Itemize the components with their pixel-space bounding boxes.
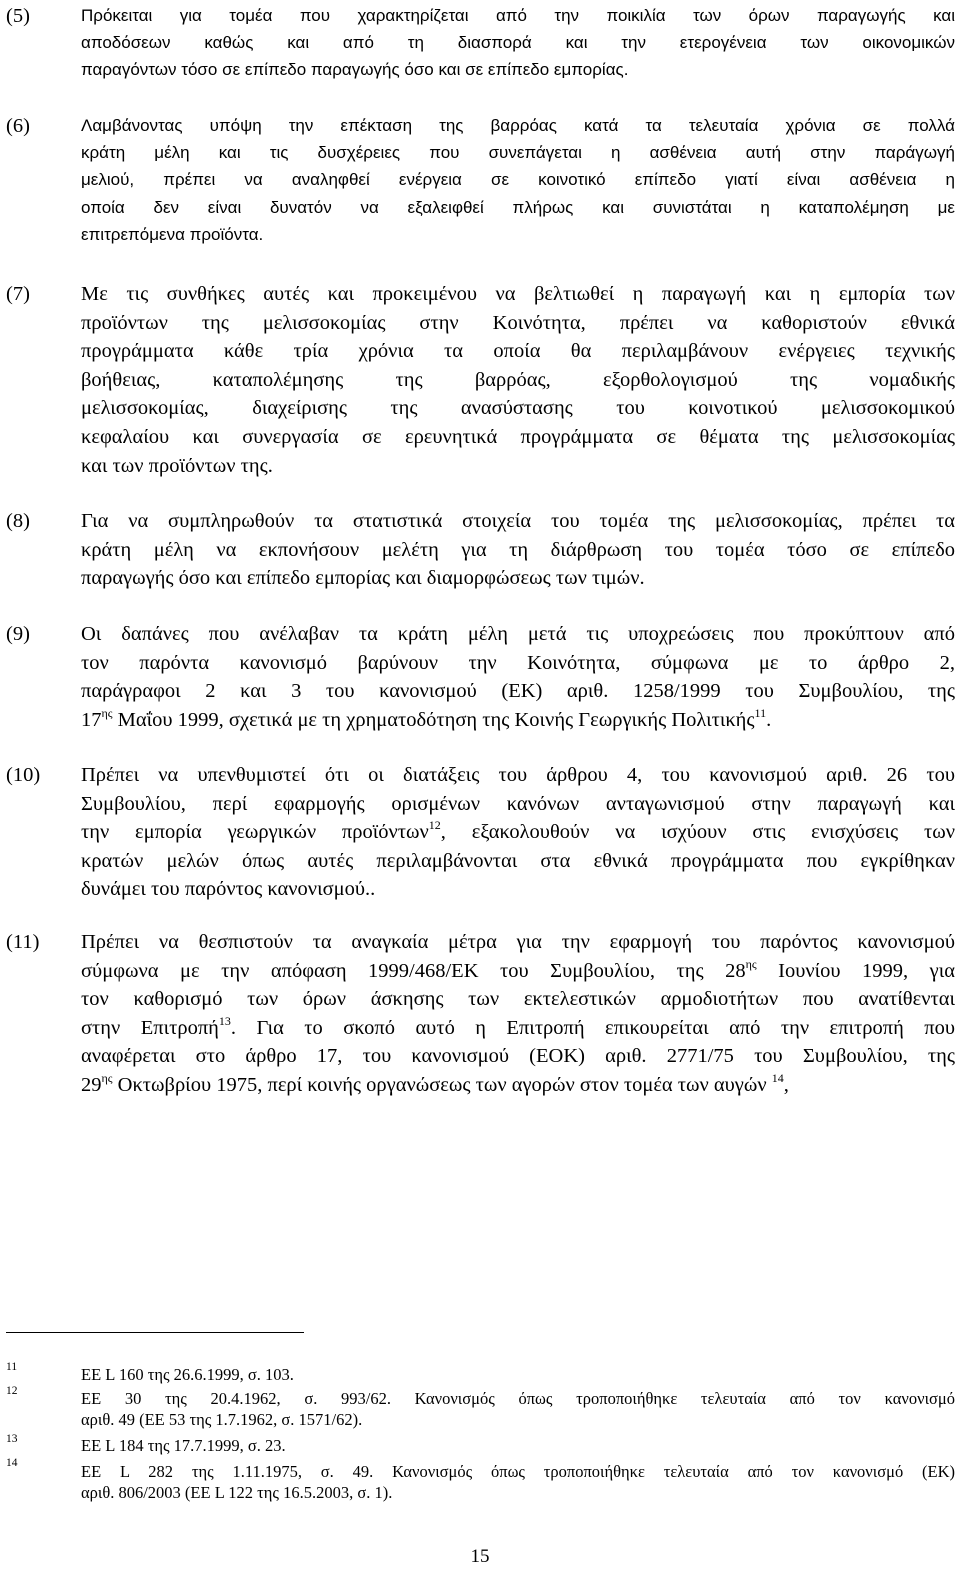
footnote-12: ΕΕ 30 της 20.4.1962, σ. 993/62. Κανονισμός όπως τροποποιήθηκε τελευταία από τον κανονισμό αριθ. 49 (ΕΕ 53 της 1.7.1962, σ. 1571/62). — [81, 1389, 955, 1429]
page-number: 15 — [470, 1546, 490, 1567]
recital-text: Οι δαπάνες που ανέλαβαν τα κράτη μέλη μετά τις υποχρεώσεις που προκύπτουν από τον παρόντα κανονισμό βαρύνουν την Κοινότητα, σύμφωνα με το άρθρο 2, παράγραφοι 2 και 3 του κανονισμού (ΕΚ) αριθ. 1258/1999 του Συμβουλίου, της $17^{\eta\varsigma}$ Μαΐου 1999, σχετικά με τη χρηματοδότηση της Κοινής Γεωργικής Πολιτικής$^{11}$. — [81, 623, 955, 731]
footnote-ref-13[interactable]: 13 — [218, 1013, 231, 1028]
superscript: ης — [101, 705, 113, 720]
footnote-ref-14[interactable]: 14 — [771, 1070, 784, 1085]
recital-number: (8) — [6, 510, 30, 532]
footnote-ref-12[interactable]: 12 — [428, 818, 441, 833]
footnote-number: 13 — [6, 1433, 18, 1445]
recital-number: (7) — [6, 283, 30, 305]
footnote-13: ΕΕ L 184 της 17.7.1999, σ. 23. — [81, 1436, 286, 1455]
footnote-separator — [6, 1332, 304, 1333]
footnote-number: 14 — [6, 1457, 18, 1469]
recital-number: (6) — [6, 115, 30, 137]
footnote-11: ΕΕ L 160 της 26.6.1999, σ. 103. — [81, 1365, 294, 1384]
recital-text: Πρέπει να θεσπιστούν τα αναγκαία μέτρα για την εφαρμογή του παρόντος κανονισμού σύμφωνα με την απόφαση 1999/468/ΕΚ του Συμβουλίου, της $28^{\eta\varsigma}$ Ιουνίου 1999, για τον καθορισμό των όρων άσκησης των εκτελεστικών αρμοδιοτήτων που ανατίθενται στην Επιτροπή$^{13}$. Για το σκοπό αυτό η Επιτροπή επικουρείται από την επιτροπή που αναφέρεται στο άρθρο 17, του κανονισμού (ΕΟΚ) αριθ. 2771/75 του Συμβουλίου, της $29^{\eta\varsigma}$ Οκτωβρίου 1975, περί κοινής οργανώσεως των αγορών στον τομέα των αυγών $^{14}$, — [81, 931, 955, 1096]
recital-number: (11) — [6, 931, 40, 953]
recital-text: Για να συμπληρωθούν τα στατιστικά στοιχεία του τομέα της μελισσοκομίας, πρέπει τα κράτη μέλη να εκπονήσουν μελέτη για τη διάρθρωση του τομέα τόσο σε επίπεδο παραγωγής όσο και επίπεδο εμπορίας και διαμορφώσεως των τιμών. — [81, 510, 955, 590]
footnote-14: ΕΕ L 282 της 1.11.1975, σ. 49. Κανονισμός όπως τροποποιήθηκε τελευταία από τον κανονισμό (ΕΚ) αριθ. 806/2003 (ΕΕ L 122 της 16.5.2003, σ. 1). — [81, 1462, 955, 1502]
superscript: ης — [101, 1070, 113, 1085]
recital-text: Πρόκειται για τομέα που χαρακτηρίζεται από την ποικιλία των όρων παραγωγής και αποδόσεων καθώς και από τη διασπορά και την ετερογένεια των οικονομικών παραγόντων τόσο σε επίπεδο παραγωγής όσο και σε επίπεδο εμπορίας. — [81, 6, 955, 80]
footnote-number: 12 — [6, 1385, 18, 1397]
recital-text: Πρέπει να υπενθυμιστεί ότι οι διατάξεις του άρθρου 4, του κανονισμού αριθ. 26 του Συμβουλίου, περί εφαρμογής ορισμένων κανόνων ανταγωνισμού στην παραγωγή και την εμπορία γεωργικών προϊόντων$^{12}$, εξακολουθούν να ισχύουν στις ενισχύσεις των κρατών μελών όπως αυτές περιλαμβάνονται στα εθνικά προγράμματα που εγκρίθηκαν δυνάμει του παρόντος κανονισμού.. — [81, 764, 955, 901]
recital-number: (9) — [6, 623, 30, 645]
recital-number: (10) — [6, 764, 41, 786]
recital-text: Με τις συνθήκες αυτές και προκειμένου να βελτιωθεί η παραγωγή και η εμπορία των προϊόντων της μελισσοκομίας στην Κοινότητα, πρέπει να καθοριστούν εθνικά προγράμματα κάθε τρία χρόνια τα οποία θα περιλαμβάνουν ενέργειες τεχνικής βοήθειας, καταπολέμησης της βαρρόας, εξορθολογισμού της νομαδικής μελισσοκομίας, διαχείρισης της ανασύστασης του κοινοτικού μελισσοκομικού κεφαλαίου και συνεργασία σε ερευνητικά προγράμματα σε θέματα της μελισσοκομίας και των προϊόντων της. — [81, 283, 955, 477]
recital-text: Λαμβάνοντας υπόψη την επέκταση της βαρρόας κατά τα τελευταία χρόνια σε πολλά κράτη μέλη και τις δυσχέρειες που συνεπάγεται η ασθένεια αυτή στην παράγωγή μελιού, πρέπει να αναληφθεί ενέργεια σε κοινοτικό επίπεδο γιατί είναι ασθένεια η οποία δεν είναι δυνατόν να εξαλειφθεί πλήρως και συνιστάται η καταπολέμηση με επιτρεπόμενα προϊόντα. — [81, 116, 955, 244]
recital-number: (5) — [6, 5, 30, 27]
footnote-number: 11 — [6, 1361, 18, 1373]
superscript: ης — [745, 956, 757, 971]
footnote-ref-11[interactable]: 11 — [754, 705, 767, 720]
